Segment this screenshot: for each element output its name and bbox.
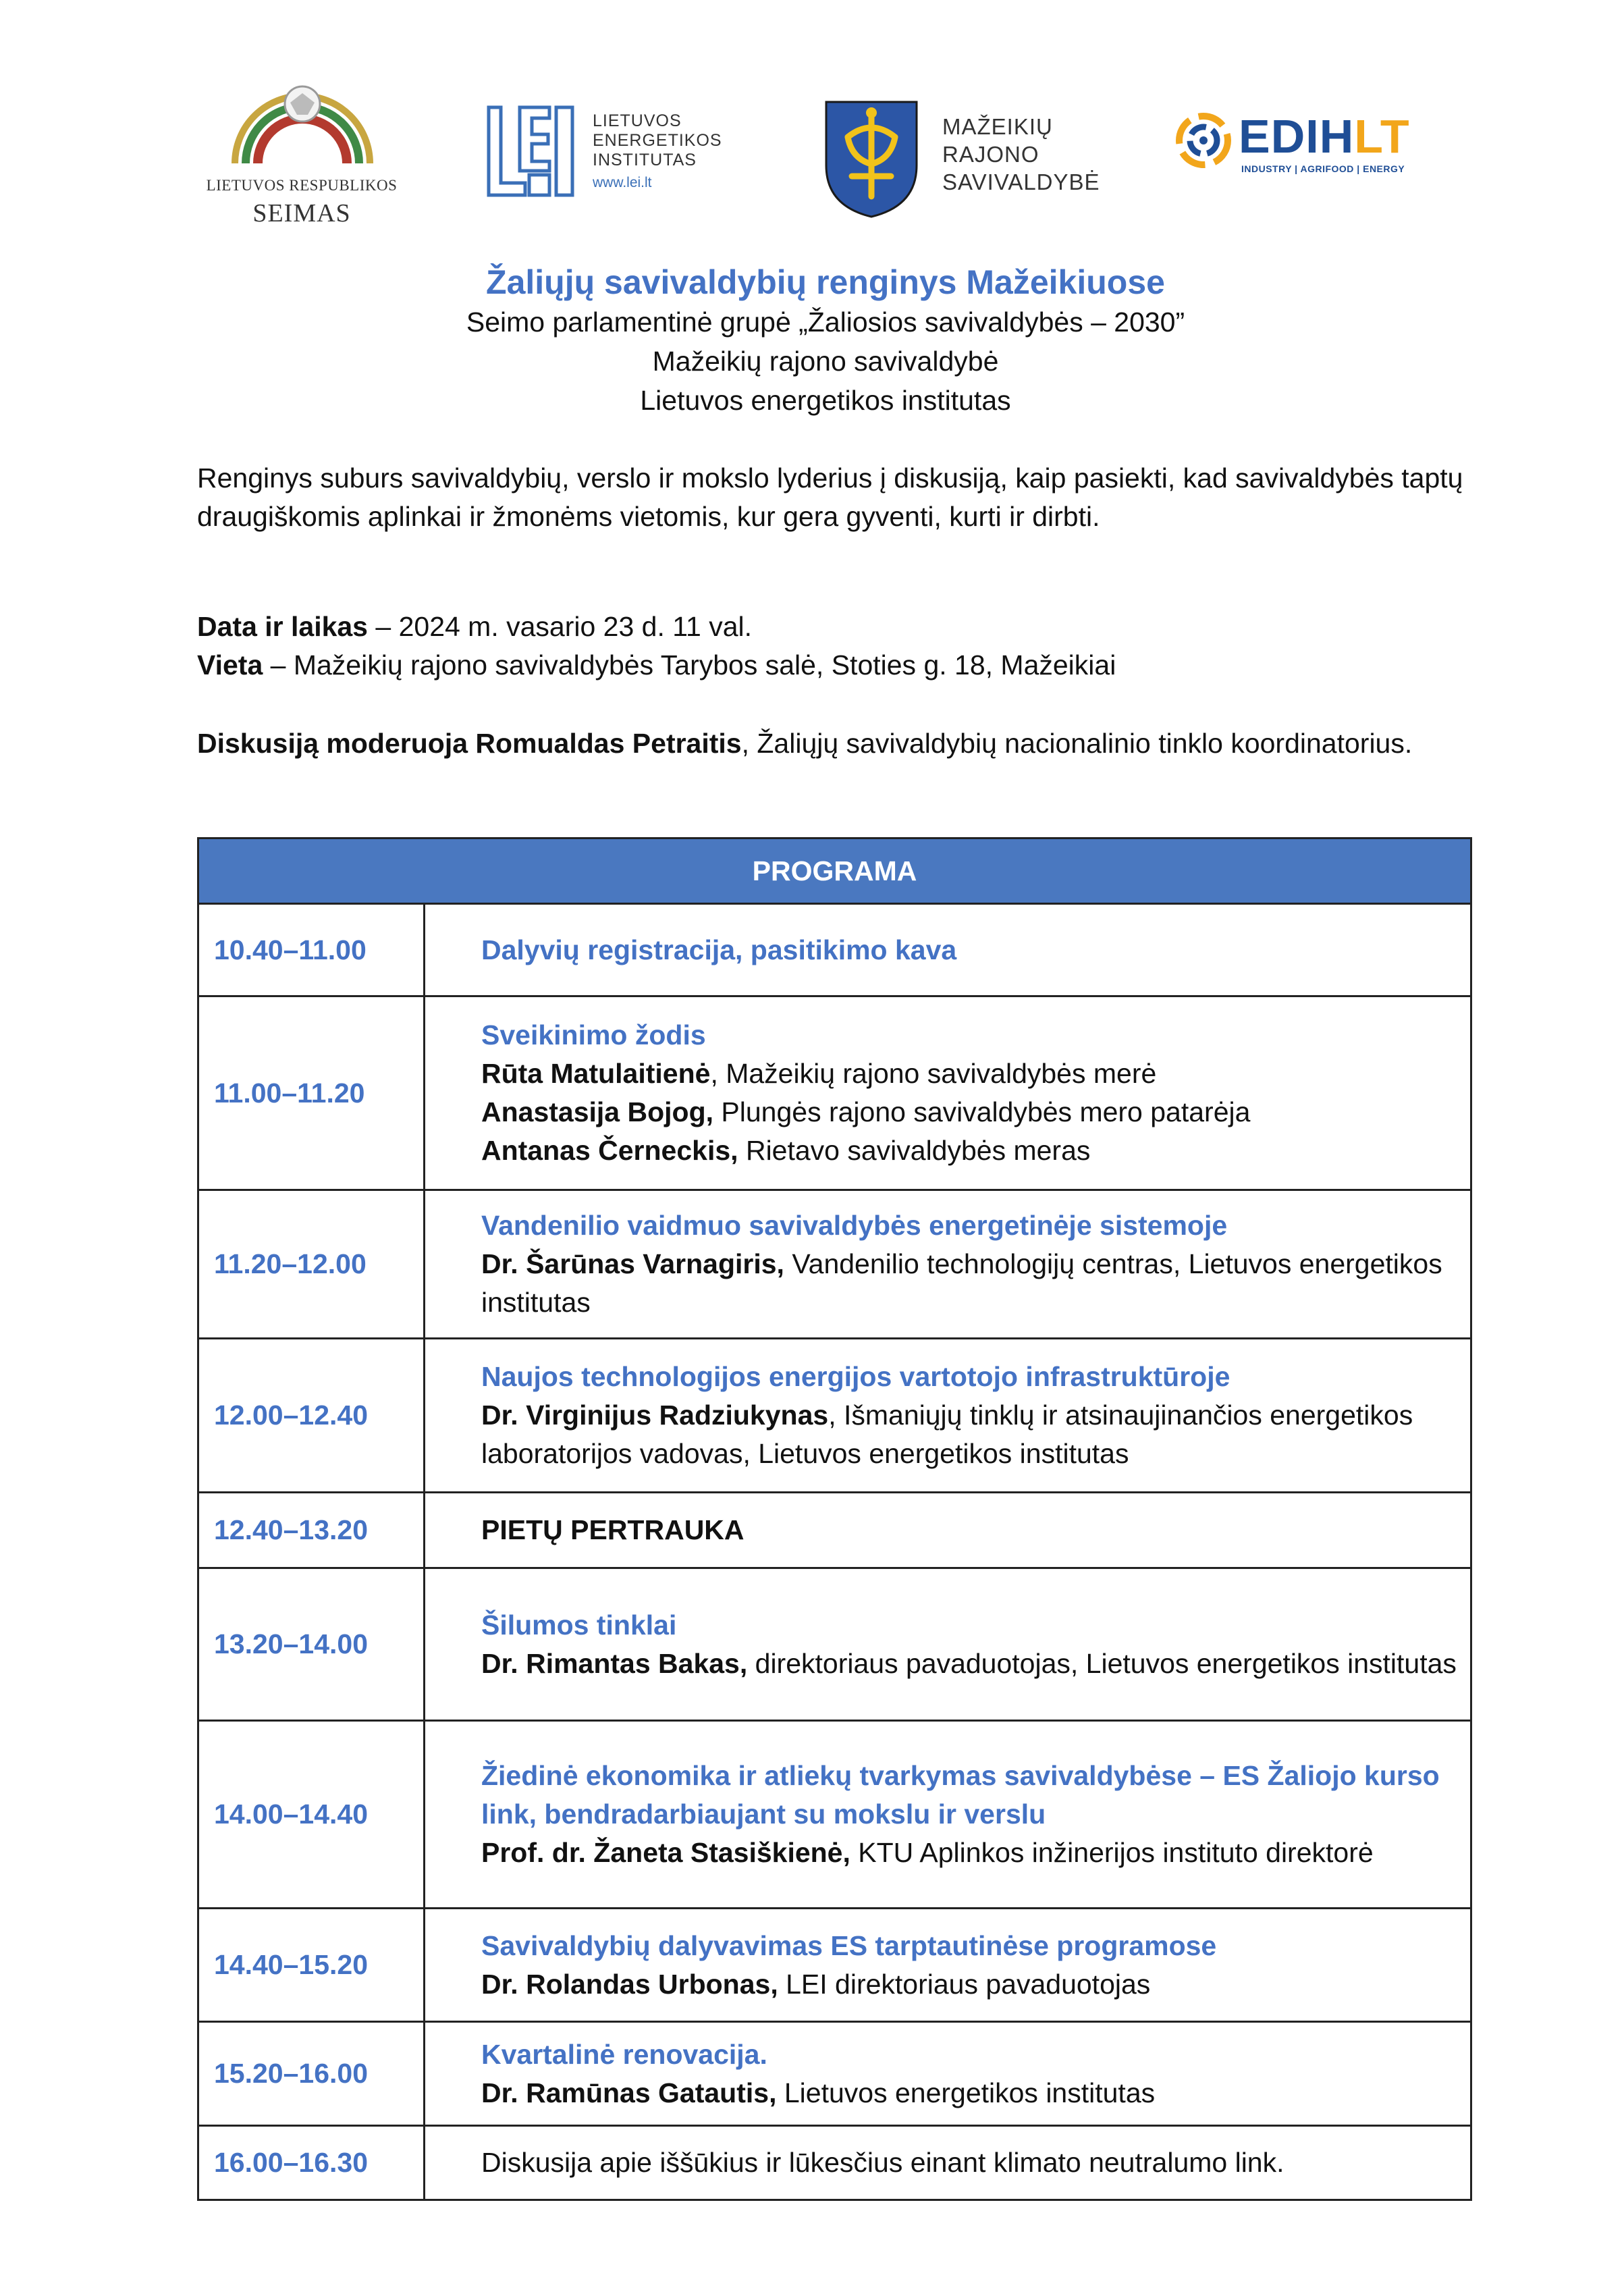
- program-row: [198, 904, 1471, 996]
- venue-line: [197, 646, 1466, 685]
- speaker-name: Dr. Virginijus Radziukynas: [481, 1400, 829, 1431]
- speaker-role: LEI direktoriaus pavaduotojas: [778, 1968, 1151, 2000]
- program-body: [198, 904, 1471, 2200]
- lei-logo: [485, 105, 741, 199]
- program-row: [198, 2126, 1471, 2200]
- event-header: [0, 262, 1624, 420]
- program-row: [198, 1493, 1471, 1568]
- program-time: 13.20–14.00: [198, 1568, 425, 1721]
- session-title: Sveikinimo žodis: [481, 1019, 706, 1050]
- speaker-name: Dr. Ramūnas Gatautis,: [481, 2077, 777, 2108]
- lei-logo-url: www.lei.lt: [593, 175, 652, 190]
- lei-logo-line: LIETUVOS: [593, 111, 682, 130]
- seimas-emblem-icon: [228, 76, 377, 170]
- speaker-name: Anastasija Bojog,: [481, 1096, 714, 1127]
- lei-mark-icon: [485, 105, 579, 199]
- seimas-logo: [190, 76, 413, 231]
- event-details: [197, 608, 1466, 685]
- program-description: [425, 2022, 1471, 2126]
- program-description: [425, 1721, 1471, 1909]
- session-speaker: [481, 1055, 1457, 1093]
- edih-logo: [1171, 108, 1428, 182]
- session-title: Šilumos tinklai: [481, 1609, 677, 1641]
- program-description: [425, 1493, 1471, 1568]
- program-table: [197, 837, 1472, 2201]
- program-description: [425, 1568, 1471, 1721]
- moderator-paragraph: [197, 724, 1466, 763]
- logos-bar: [0, 0, 1624, 243]
- program-description: [425, 1339, 1471, 1493]
- speaker-name: Prof. dr. Žaneta Stasiškienė,: [481, 1837, 850, 1868]
- edih-ring-icon: [1171, 108, 1236, 173]
- program-time: 14.00–14.40: [198, 1721, 425, 1909]
- datetime-label: Data ir laikas: [197, 611, 368, 642]
- mazeikiai-coat-of-arms-icon: [821, 98, 922, 219]
- session-plain: Diskusija apie iššūkius ir lūkesčius einant klimato neutralumo link.: [481, 2147, 1284, 2178]
- mazeikiai-logo-text: [942, 113, 1100, 196]
- speaker-role: Lietuvos energetikos institutas: [776, 2077, 1156, 2108]
- speaker-name: Dr. Rimantas Bakas,: [481, 1647, 748, 1679]
- session-title: Savivaldybių dalyvavimas ES tarptautinėse programose: [481, 1929, 1217, 1961]
- edih-logo-tagline: INDUSTRY | AGRIFOOD | ENERGY: [1241, 163, 1405, 174]
- session-title: Vandenilio vaidmuo savivaldybės energetinėje sistemoje: [481, 1210, 1228, 1241]
- intro-paragraph: Renginys suburs savivaldybių, verslo ir mokslo lyderius į diskusiją, kaip pasiekti, kad savivaldybės taptų draugiškomis aplinkai ir žmonėms vietomis, kur gera gyventi, kurti ir dirbti.: [197, 462, 1463, 532]
- program-time: 16.00–16.30: [198, 2126, 425, 2200]
- moderator-label: Diskusiją moderuoja Romualdas Petraitis: [197, 728, 742, 759]
- speaker-role: KTU Aplinkos inžinerijos instituto direktorė: [850, 1837, 1374, 1868]
- speaker-name: Rūta Matulaitienė: [481, 1058, 711, 1089]
- venue-value: – Mažeikių rajono savivaldybės Tarybos salė, Stoties g. 18, Mažeikiai: [263, 649, 1116, 681]
- program-row: [198, 2022, 1471, 2126]
- event-title: Žaliųjų savivaldybių renginys Mažeikiuose: [486, 263, 1165, 301]
- mazeikiai-logo: [821, 98, 1118, 219]
- session-speaker: [481, 1834, 1457, 1872]
- session-speaker: [481, 1245, 1457, 1322]
- program-row: [198, 996, 1471, 1190]
- seimas-logo-line1: LIETUVOS RESPUBLIKOS: [206, 177, 398, 194]
- program-row: [198, 1190, 1471, 1339]
- session-speaker: [481, 1093, 1457, 1131]
- event-subtitle: Seimo parlamentinė grupė „Žaliosios savivaldybės – 2030”: [466, 307, 1185, 338]
- session-title: Dalyvių registracija, pasitikimo kava: [481, 934, 957, 965]
- program-time: 10.40–11.00: [198, 904, 425, 996]
- session-break: PIETŲ PERTRAUKA: [481, 1514, 745, 1545]
- program-time: 11.20–12.00: [198, 1190, 425, 1339]
- edih-name-a: EDIH: [1239, 110, 1355, 163]
- program-description: [425, 1909, 1471, 2022]
- datetime-value: – 2024 m. vasario 23 d. 11 val.: [368, 611, 753, 642]
- speaker-name: Antanas Černeckis,: [481, 1135, 738, 1166]
- speaker-role: Plungės rajono savivaldybės mero patarėja: [713, 1096, 1251, 1127]
- session-speaker: [481, 1131, 1457, 1170]
- seimas-logo-line2: SEIMAS: [252, 199, 351, 228]
- speaker-name: Dr. Rolandas Urbonas,: [481, 1968, 778, 2000]
- program-heading: PROGRAMA: [198, 838, 1471, 904]
- program-row: [198, 1721, 1471, 1909]
- program-time: 15.20–16.00: [198, 2022, 425, 2126]
- session-title: Naujos technologijos energijos vartotojo infrastruktūroje: [481, 1361, 1230, 1392]
- program-header-row: [198, 838, 1471, 904]
- program-time: 11.00–11.20: [198, 996, 425, 1190]
- program-row: [198, 1909, 1471, 2022]
- speaker-role: , Išmaniųjų tinklų ir atsinaujinančios energetikos laboratorijos vadovas, Lietuvos energetikos institutas: [481, 1400, 1413, 1469]
- event-subtitle: Lietuvos energetikos institutas: [640, 385, 1011, 416]
- speaker-name: Dr. Šarūnas Varnagiris,: [481, 1248, 784, 1279]
- program-row: [198, 1339, 1471, 1493]
- edih-logo-name: [1239, 109, 1410, 163]
- lei-logo-line: INSTITUTAS: [593, 151, 697, 169]
- edih-name-b: LT: [1354, 110, 1410, 163]
- program-time: 12.00–12.40: [198, 1339, 425, 1493]
- venue-label: Vieta: [197, 649, 263, 681]
- mazeikiai-logo-line: SAVIVALDYBĖ: [942, 169, 1100, 194]
- program-time: 14.40–15.20: [198, 1909, 425, 2022]
- session-title: Kvartalinė renovacija.: [481, 2038, 767, 2070]
- program-description: [425, 2126, 1471, 2200]
- speaker-role: Rietavo savivaldybės meras: [738, 1135, 1091, 1166]
- session-speaker: [481, 1645, 1457, 1683]
- program-description: [425, 1190, 1471, 1339]
- mazeikiai-logo-line: RAJONO: [942, 142, 1039, 167]
- event-subtitle: Mažeikių rajono savivaldybė: [652, 346, 999, 377]
- speaker-role: , Mažeikių rajono savivaldybės merė: [710, 1058, 1157, 1089]
- session-speaker: [481, 1396, 1457, 1473]
- program-row: [198, 1568, 1471, 1721]
- session-speaker: [481, 1965, 1457, 2004]
- speaker-role: direktoriaus pavaduotojas, Lietuvos energetikos institutas: [747, 1647, 1457, 1679]
- program-description: [425, 904, 1471, 996]
- program-description: [425, 996, 1471, 1190]
- lei-logo-text: [593, 111, 722, 170]
- program-time: 12.40–13.20: [198, 1493, 425, 1568]
- lei-logo-line: ENERGETIKOS: [593, 131, 722, 150]
- speaker-role: Vandenilio technologijų centras, Lietuvos energetikos institutas: [481, 1248, 1442, 1318]
- session-speaker: [481, 2074, 1457, 2112]
- moderator-value: , Žaliųjų savivaldybių nacionalinio tinklo koordinatorius.: [741, 728, 1413, 759]
- mazeikiai-logo-line: MAŽEIKIŲ: [942, 114, 1053, 139]
- datetime-line: [197, 608, 1466, 646]
- session-title: Žiedinė ekonomika ir atliekų tvarkymas savivaldybėse – ES Žaliojo kurso link, bendradarbiaujant su mokslu ir verslu: [481, 1760, 1440, 1830]
